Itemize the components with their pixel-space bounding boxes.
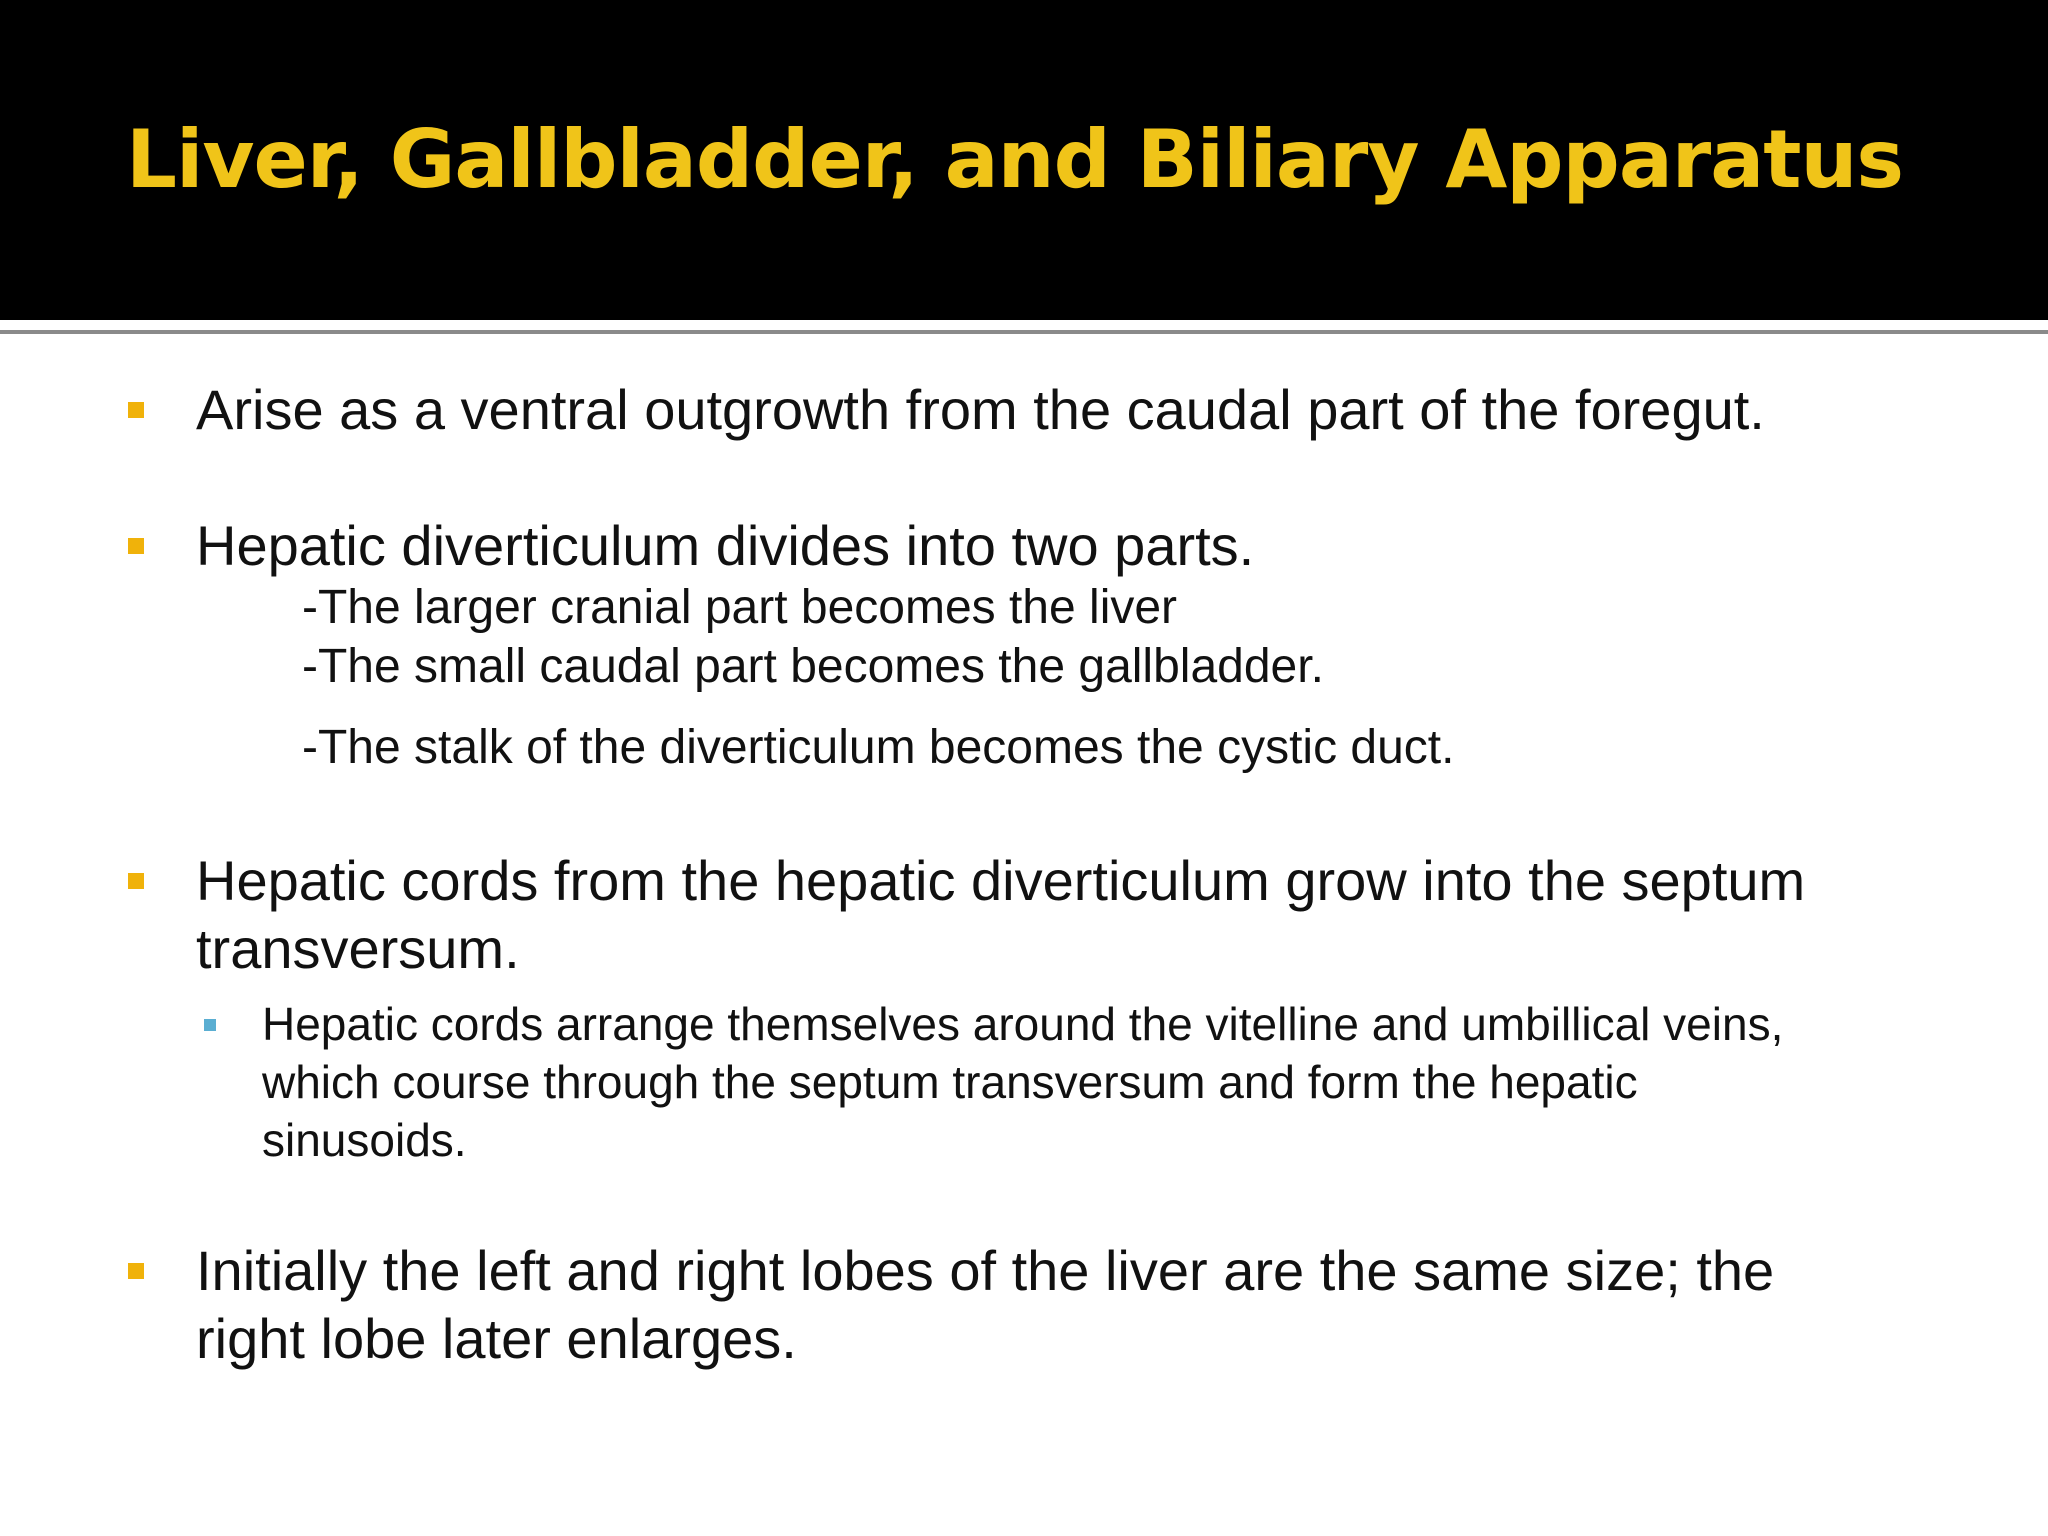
title-divider-dark <box>0 330 2048 334</box>
slide-title: Liver, Gallbladder, and Biliary Apparatus <box>126 113 1904 206</box>
bullet-text-4-line-1: Initially the left and right lobes of the liver are the same size; the <box>196 1239 1775 1302</box>
detail-line-2: -The small caudal part becomes the gallbladder. <box>302 640 1324 693</box>
detail-line-1: -The larger cranial part becomes the liver <box>302 581 1178 634</box>
title-divider-light <box>0 320 2048 326</box>
detail-line-3: -The stalk of the diverticulum becomes the cystic duct. <box>302 721 1455 774</box>
sub-bullet-line-2: which course through the septum transversum and form the hepatic <box>262 1056 1638 1108</box>
bullet-text-1: Arise as a ventral outgrowth from the caudal part of the foregut. <box>196 378 1765 441</box>
bullet-text-3-line-1: Hepatic cords from the hepatic diverticulum grow into the septum <box>196 849 1806 912</box>
sub-bullet-line-1: Hepatic cords arrange themselves around the vitelline and umbillical veins, <box>262 998 1784 1050</box>
bullet-square-2 <box>128 538 144 554</box>
bullet-square-1 <box>128 402 144 418</box>
bullet-text-3-line-2: transversum. <box>196 917 520 980</box>
bullet-square-4 <box>128 1263 144 1279</box>
sub-bullet-line-3: sinusoids. <box>262 1114 467 1166</box>
bullet-text-4-line-2: right lobe later enlarges. <box>196 1307 797 1370</box>
sub-bullet-square-1 <box>204 1019 216 1031</box>
bullet-text-2: Hepatic diverticulum divides into two parts. <box>196 514 1255 577</box>
bullet-square-3 <box>128 873 144 889</box>
title-bar <box>0 0 2048 320</box>
